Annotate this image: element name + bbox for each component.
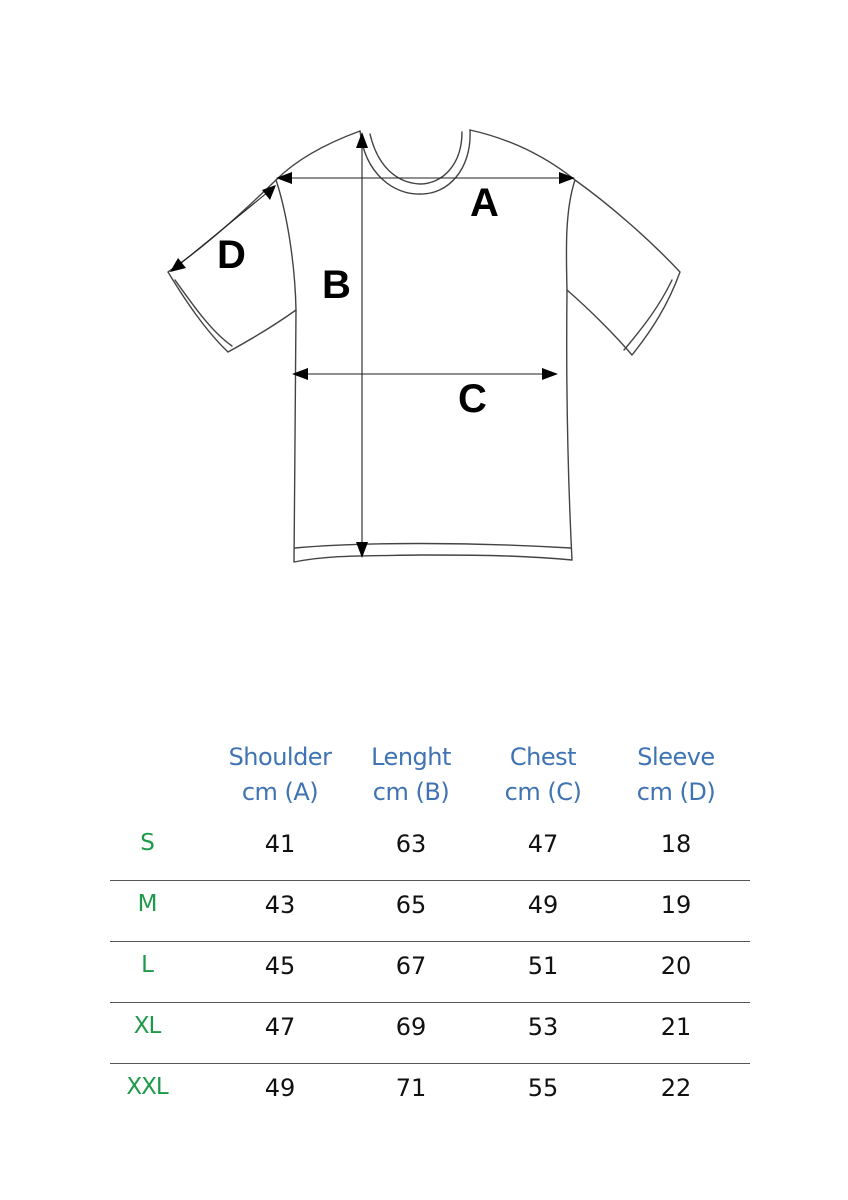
header-label: Chest	[509, 743, 577, 771]
table-header-row	[110, 740, 750, 820]
measure-line-b	[356, 132, 368, 558]
shoulder-value: 45	[264, 952, 296, 980]
header-chest	[473, 740, 613, 810]
label-b: B	[322, 263, 351, 307]
length-value: 63	[395, 830, 427, 858]
header-label: Lenght	[371, 743, 451, 771]
size-label: M	[137, 891, 157, 917]
chest-value: 55	[527, 1074, 559, 1102]
shoulder-value: 41	[264, 830, 296, 858]
header-unit: cm (D)	[636, 778, 716, 806]
table-row	[110, 942, 750, 1003]
chest-value: 47	[527, 830, 559, 858]
label-c: C	[458, 377, 487, 421]
header-length	[341, 740, 481, 810]
size-label: XL	[133, 1013, 161, 1039]
size-label: L	[141, 952, 153, 978]
table-row	[110, 1064, 750, 1125]
header-shoulder	[210, 740, 350, 810]
chest-value: 49	[527, 891, 559, 919]
tshirt-outline	[168, 130, 680, 562]
header-unit: cm (C)	[504, 778, 582, 806]
chest-value: 51	[527, 952, 559, 980]
header-unit: cm (B)	[372, 778, 450, 806]
header-sleeve	[606, 740, 746, 810]
sleeve-value: 21	[660, 1013, 692, 1041]
shoulder-value: 47	[264, 1013, 296, 1041]
size-label: S	[140, 830, 154, 856]
sleeve-value: 18	[660, 830, 692, 858]
table-row	[110, 881, 750, 942]
length-value: 71	[395, 1074, 427, 1102]
chest-value: 53	[527, 1013, 559, 1041]
size-label: XXL	[126, 1074, 168, 1100]
length-value: 67	[395, 952, 427, 980]
table-row	[110, 1003, 750, 1064]
label-a: A	[470, 181, 499, 225]
label-d: D	[217, 233, 246, 277]
table-row	[110, 820, 750, 881]
sleeve-value: 19	[660, 891, 692, 919]
length-value: 69	[395, 1013, 427, 1041]
header-unit: cm (A)	[241, 778, 319, 806]
length-value: 65	[395, 891, 427, 919]
sleeve-value: 20	[660, 952, 692, 980]
shoulder-value: 49	[264, 1074, 296, 1102]
measure-line-c	[292, 368, 558, 380]
size-chart-table	[110, 740, 750, 1125]
shoulder-value: 43	[264, 891, 296, 919]
header-label: Sleeve	[637, 743, 715, 771]
header-label: Shoulder	[228, 743, 332, 771]
measure-line-a	[276, 172, 575, 184]
sleeve-value: 22	[660, 1074, 692, 1102]
